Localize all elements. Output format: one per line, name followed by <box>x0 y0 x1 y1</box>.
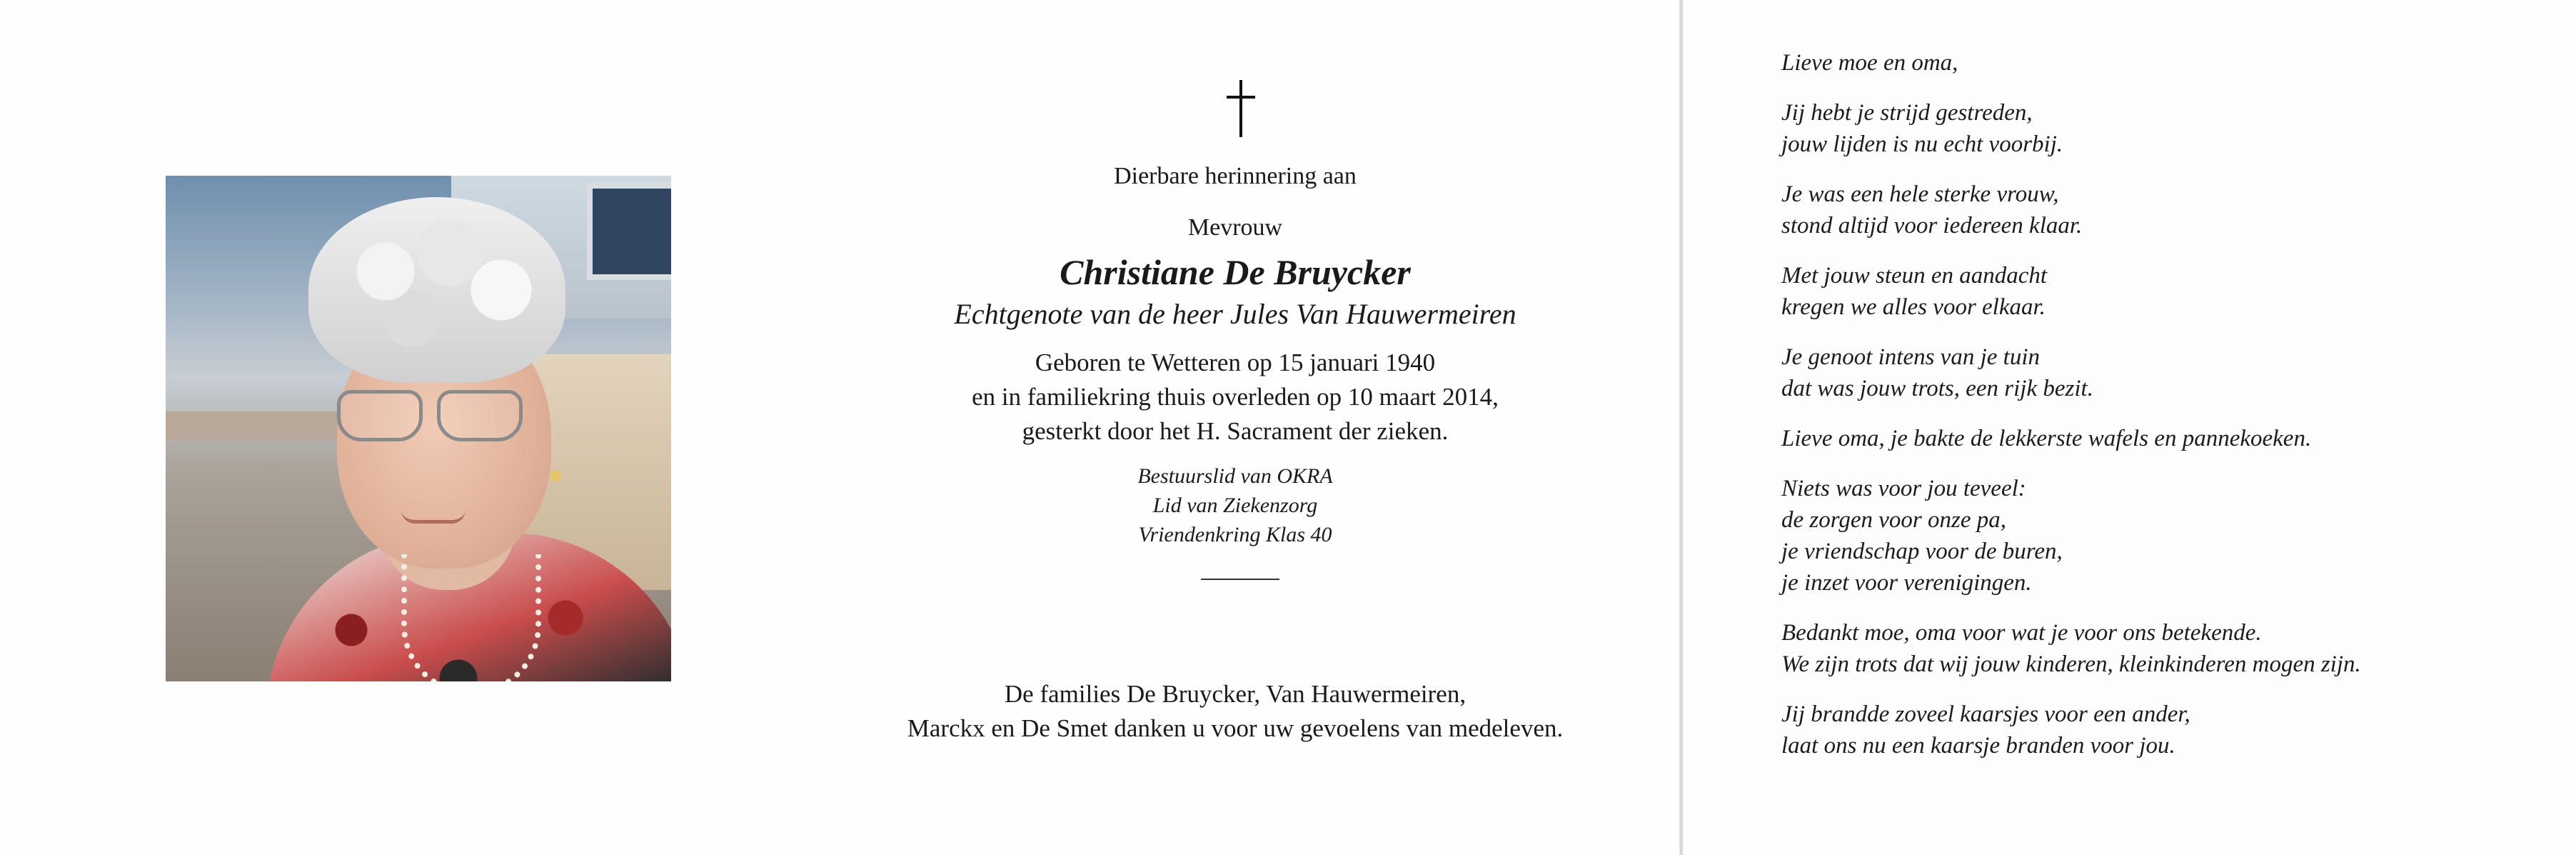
poem-line: Jij hebt je strijd gestreden, <box>1781 100 2033 126</box>
detail-line-birth: Geboren te Wetteren op 15 januari 1940 <box>1035 349 1436 376</box>
intro-text: Dierbare herinnering aan <box>1114 163 1357 189</box>
thanks-line-2: Marckx en De Smet danken u voor uw gevoelens van medeleven. <box>907 714 1564 742</box>
poem-line: Je was een hele sterke vrouw, <box>1781 181 2059 207</box>
portrait-pearl-necklace <box>401 554 541 681</box>
membership-vriendenkring: Vriendenkring Klas 40 <box>1138 523 1332 546</box>
poem-line: Jij brandde zoveel kaarsjes voor een ander, <box>1781 701 2190 727</box>
membership-okra: Bestuurslid van OKRA <box>1137 464 1333 488</box>
poem-line: jouw lijden is nu echt voorbij. <box>1781 131 2063 157</box>
honorific: Mevrouw <box>1187 214 1283 241</box>
poem-line: Met jouw steun en aandacht <box>1781 263 2048 289</box>
poem-line: Lieve oma, je bakte de lekkerste wafels en pannekoeken. <box>1781 426 2312 451</box>
poem-line: Je genoot intens van je tuin <box>1781 344 2040 370</box>
poem-line: de zorgen voor onze pa, <box>1781 507 2006 533</box>
poem-line: je inzet voor verenigingen. <box>1781 570 2032 596</box>
detail-line-death: en in familiekring thuis overleden op 10 maart 2014, <box>972 383 1499 411</box>
separator-line <box>1201 579 1279 580</box>
thanks-line-1: De families De Bruycker, Van Hauwermeiren, <box>1004 680 1466 708</box>
portrait-photo <box>166 176 671 681</box>
poem-line: Lieve moe en oma, <box>1781 50 1958 76</box>
poem-line: Bedankt moe, oma voor wat je voor ons betekende. <box>1781 620 2262 646</box>
portrait-background-frame <box>587 183 671 280</box>
portrait-glasses-right <box>437 390 523 441</box>
portrait-glasses-left <box>337 390 423 441</box>
poem-line: laat ons nu een kaarsje branden voor jou. <box>1781 733 2175 759</box>
poem-line: We zijn trots dat wij jouw kinderen, kleinkinderen mogen zijn. <box>1781 651 2361 677</box>
portrait-mouth <box>401 510 466 524</box>
membership-ziekenzorg: Lid van Ziekenzorg <box>1152 494 1318 517</box>
deceased-name: Christiane De Bruycker <box>1060 252 1411 292</box>
detail-line-sacrament: gesterkt door het H. Sacrament der zieken. <box>1022 417 1449 445</box>
portrait-earring <box>550 470 561 481</box>
cross-icon <box>1225 80 1257 137</box>
poem-line: stond altijd voor iedereen klaar. <box>1781 213 2083 239</box>
poem-line: je vriendschap voor de buren, <box>1781 539 2063 564</box>
poem-line: dat was jouw trots, een rijk bezit. <box>1781 376 2093 401</box>
spouse-line: Echtgenote van de heer Jules Van Hauwermeiren <box>954 298 1516 330</box>
poem-line: kregen we alles voor elkaar. <box>1781 294 2046 320</box>
portrait-hair <box>308 197 565 383</box>
poem-line: Niets was voor jou teveel: <box>1781 476 2026 501</box>
